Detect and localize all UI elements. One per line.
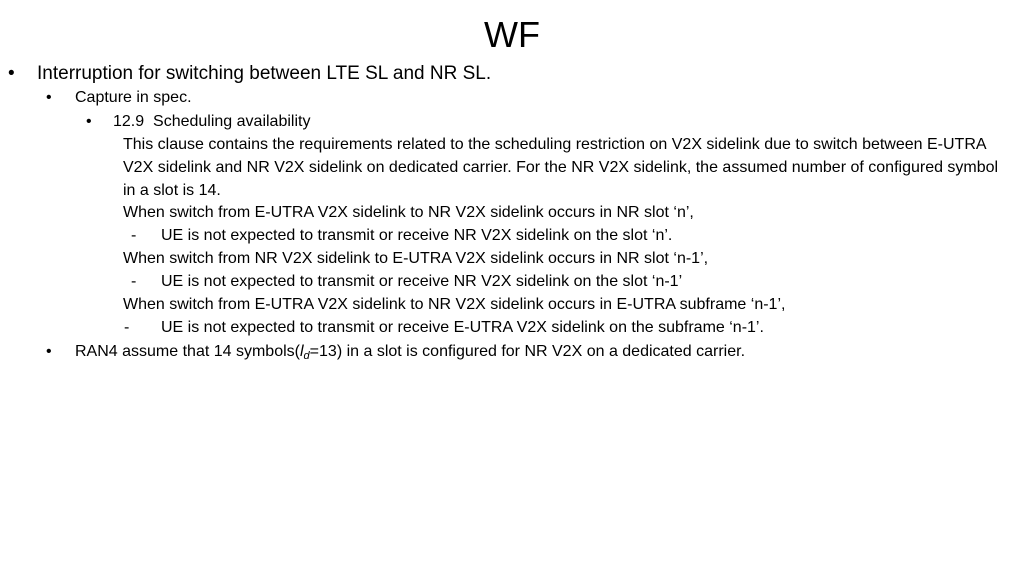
ran4-text-end: =13) in a slot is configured for NR V2X on a dedicated carrier. — [309, 343, 746, 360]
dash-marker: - — [131, 227, 137, 244]
clause-paragraph: This clause contains the requirements related to the scheduling restriction on V2X sidelink due to switch between E-UTRA V2X sidelink and NR V2X sidelink on dedicated carrier. For the NR V2X sidelink, the assumed number of configured symbol in a slot is 14. — [123, 136, 999, 199]
bullet-item-interruption: Interruption for switching between LTE SL and NR SL. — [37, 63, 492, 84]
case2-requirement: UE is not expected to transmit or receive NR V2X sidelink on the slot ‘n-1’ — [161, 273, 683, 290]
ran4-text-start: RAN4 assume that 14 symbols( — [75, 343, 300, 360]
case3-condition: When switch from E-UTRA V2X sidelink to NR V2X sidelink occurs in E-UTRA subframe ‘n-1’, — [123, 296, 786, 313]
bullet-icon: • — [46, 89, 52, 106]
case1-condition: When switch from E-UTRA V2X sidelink to NR V2X sidelink occurs in NR slot ‘n’, — [123, 204, 694, 221]
clause-heading — [113, 111, 310, 133]
bullet-item-ran4 — [75, 341, 745, 367]
bullet-item-capture: Capture in spec. — [75, 89, 192, 106]
dash-marker: - — [124, 319, 130, 336]
symbol-subscript: d — [303, 350, 310, 362]
case3-requirement: UE is not expected to transmit or receive E-UTRA V2X sidelink on the subframe ‘n-1’. — [161, 319, 764, 336]
symbol-l: l — [299, 343, 304, 360]
slide-title: WF — [484, 14, 540, 55]
bullet-icon: • — [8, 63, 15, 84]
dash-marker: - — [131, 273, 137, 290]
case2-condition: When switch from NR V2X sidelink to E-UTRA V2X sidelink occurs in NR slot ‘n-1’, — [123, 250, 709, 267]
clause-title: Scheduling availability — [153, 113, 311, 130]
bullet-icon: • — [46, 343, 52, 360]
clause-number: 12.9 — [113, 113, 145, 130]
case1-requirement: UE is not expected to transmit or receive NR V2X sidelink on the slot ‘n’. — [161, 227, 673, 244]
bullet-icon: • — [86, 113, 92, 130]
